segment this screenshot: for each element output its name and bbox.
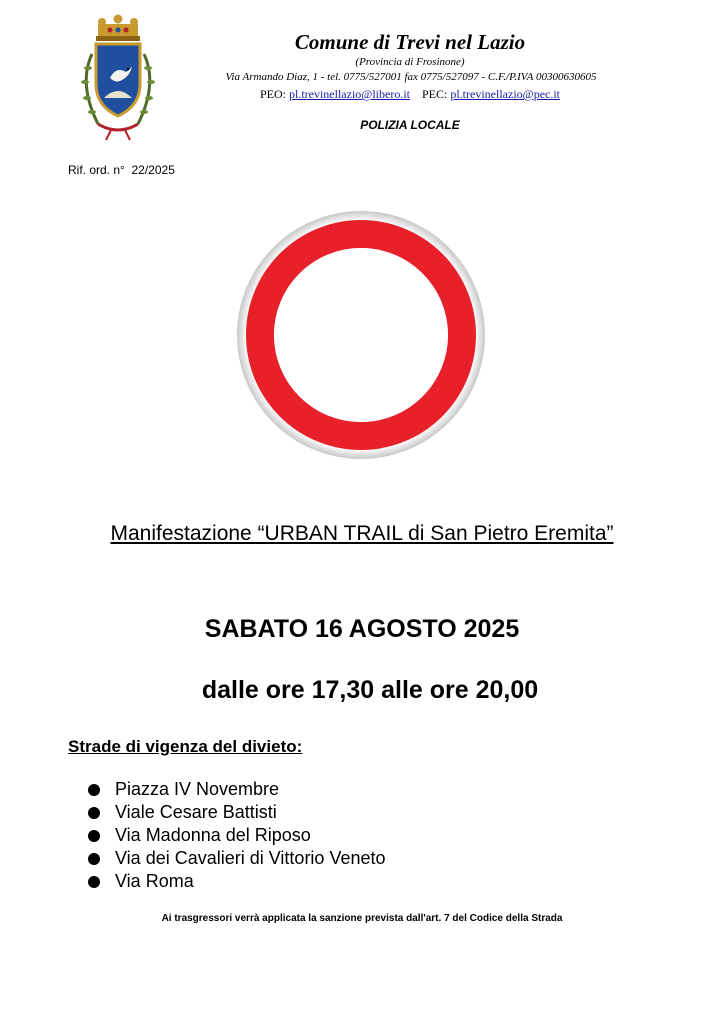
street-name: Piazza IV Novembre [115,779,280,799]
address-line: Via Armando Diaz, 1 - tel. 0775/527001 fax 0775/527097 - C.F./P.IVA 00300630605 [225,71,597,83]
street-name: Via Madonna del Riposo [115,825,311,845]
bullet-icon [88,807,100,819]
bullet-icon [88,853,100,865]
bullet-icon [88,876,100,888]
street-name: Viale Cesare Battisti [115,802,277,822]
peo-label: PEO: [259,87,286,101]
email-line [180,87,640,101]
sanction-notice: Ai trasgressori verrà applicata la sanzione prevista dall'art. 7 del Codice della Strada [161,913,563,924]
event-date: SABATO 16 AGOSTO 2025 [204,615,520,643]
coat-of-arms-icon [72,14,164,142]
province-line: (Provincia di Frosinone) [355,56,465,68]
peo-email-link[interactable]: pl.trevinellazio@libero.it [288,87,410,101]
no-vehicles-sign-icon [236,210,486,460]
municipal-crest [72,14,164,142]
bullet-icon [88,830,100,842]
list-item [88,847,386,870]
list-item [88,778,386,801]
department-label: POLIZIA LOCALE [360,118,460,132]
list-item [88,801,386,824]
sign-container [236,210,486,460]
street-name: Via dei Cavalieri di Vittorio Veneto [115,848,386,868]
streets-list [88,778,386,893]
event-time: dalle ore 17,30 alle ore 20,00 [201,676,539,704]
event-title: Manifestazione “URBAN TRAIL di San Pietro Eremita” [110,522,614,545]
list-item [88,870,386,893]
municipality-title: Comune di Trevi nel Lazio [294,30,526,54]
streets-heading: Strade di vigenza del divieto: [68,737,303,756]
pec-email-link[interactable]: pl.trevinellazio@pec.it [450,87,561,101]
list-item [88,824,386,847]
ordinance-reference: Rif. ord. n° 22/2025 [68,163,175,177]
pec-label: PEC: [422,87,448,101]
street-name: Via Roma [115,871,194,891]
bullet-icon [88,784,100,796]
